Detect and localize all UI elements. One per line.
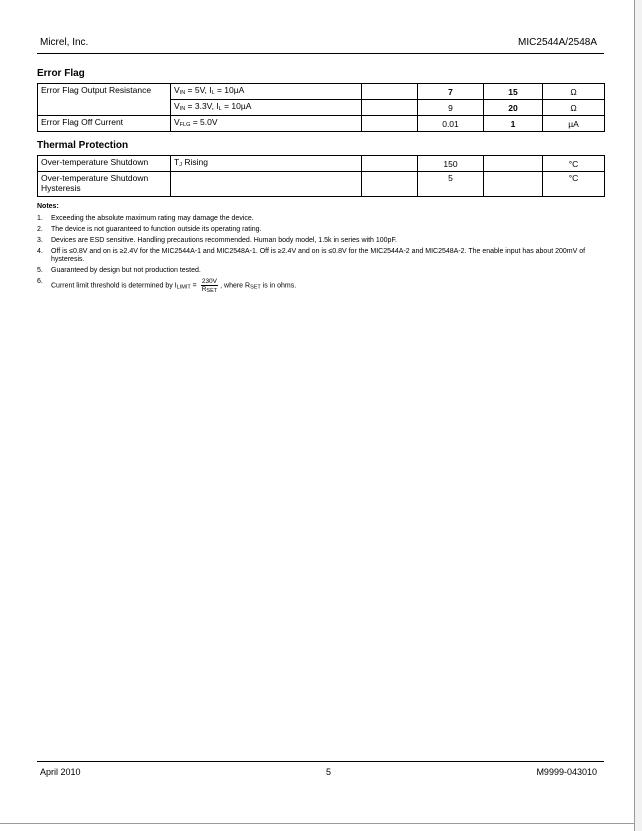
param-cell: Error Flag Output Resistance: [38, 84, 171, 116]
error-flag-table: [37, 83, 605, 132]
note-item: 4. Off is ≤0.8V and on is ≥2.4V for the MIC2544A-1 and MIC2548A-1. Off is ≥2.4V and on is ≤0.8V for the MIC2544A-2 and MIC2548A-2. The enable input has about 200mV of hysteresis.: [37, 248, 586, 263]
param-cell: Over-temperature Shutdown: [38, 156, 171, 172]
typ-cell: 0.01: [418, 116, 484, 132]
condition-cell: $V_{IN} = 5V$, $I_L = 10\mu A$: [171, 84, 362, 100]
note-item: 2. The device is not guaranteed to function outside its operating rating.: [37, 226, 262, 233]
page-edge: [634, 0, 635, 831]
units-cell: Ω: [543, 100, 605, 116]
formula-fraction: $\frac{230V}{R_{SET}}$: [201, 278, 218, 294]
min-cell: [362, 84, 418, 100]
units-cell: °C: [543, 156, 605, 172]
param-cell: Over-temperature Shutdown Hysteresis: [38, 172, 171, 197]
typ-cell: 5: [418, 172, 484, 197]
condition-cell: [171, 172, 362, 197]
min-cell: [362, 100, 418, 116]
header-part-number: MIC2544A/2548A: [518, 37, 597, 48]
page-edge: [0, 823, 634, 824]
page-shadow: [635, 0, 642, 831]
typ-cell: 9: [418, 100, 484, 116]
header-company: Micrel, Inc.: [40, 37, 89, 48]
thermal-table: [37, 155, 605, 197]
section-title-error-flag: Error Flag: [37, 68, 85, 79]
footer-date: April 2010: [40, 767, 81, 777]
table-row: [38, 84, 605, 100]
min-cell: [362, 172, 418, 197]
table-row: [38, 156, 605, 172]
table-row: [38, 116, 605, 132]
units-cell: °C: [543, 172, 605, 197]
condition-cell: $T_J$ Rising: [171, 156, 362, 172]
max-cell: [484, 156, 543, 172]
units-cell: µA: [543, 116, 605, 132]
condition-cell: $V_{FLG} = 5.0V$: [171, 116, 362, 132]
max-cell: 1: [484, 116, 543, 132]
max-cell: [484, 172, 543, 197]
footer-doc-number: M9999-043010: [536, 767, 597, 777]
min-cell: [362, 156, 418, 172]
notes-title: Notes:: [37, 203, 59, 210]
note-item: 1. Exceeding the absolute maximum rating may damage the device.: [37, 215, 254, 222]
footer-rule: [37, 761, 604, 762]
max-cell: 15: [484, 84, 543, 100]
note-item: 5. Guaranteed by design but not production tested.: [37, 267, 201, 274]
condition-cell: $V_{IN} = 3.3V$, $I_L = 10\mu A$: [171, 100, 362, 116]
notes-section: [37, 203, 604, 296]
param-cell: Error Flag Off Current: [38, 116, 171, 132]
max-cell: 20: [484, 100, 543, 116]
footer-page-number: 5: [326, 767, 332, 777]
header-rule: [37, 53, 604, 54]
table-row: [38, 172, 605, 197]
section-title-thermal: Thermal Protection: [37, 140, 129, 151]
note-item-formula: 6. Current limit threshold is determined by $I_{LIMIT}$ = $\frac{230V}{R_{SET}}$ , where $R_{SET}$ is in ohms.: [37, 278, 297, 294]
min-cell: [362, 116, 418, 132]
typ-cell: 150: [418, 156, 484, 172]
units-cell: Ω: [543, 84, 605, 100]
typ-cell: 7: [418, 84, 484, 100]
note-item: 3. Devices are ESD sensitive. Handling precautions recommended. Human body model, 1.5k in series with 100pF.: [37, 237, 397, 244]
